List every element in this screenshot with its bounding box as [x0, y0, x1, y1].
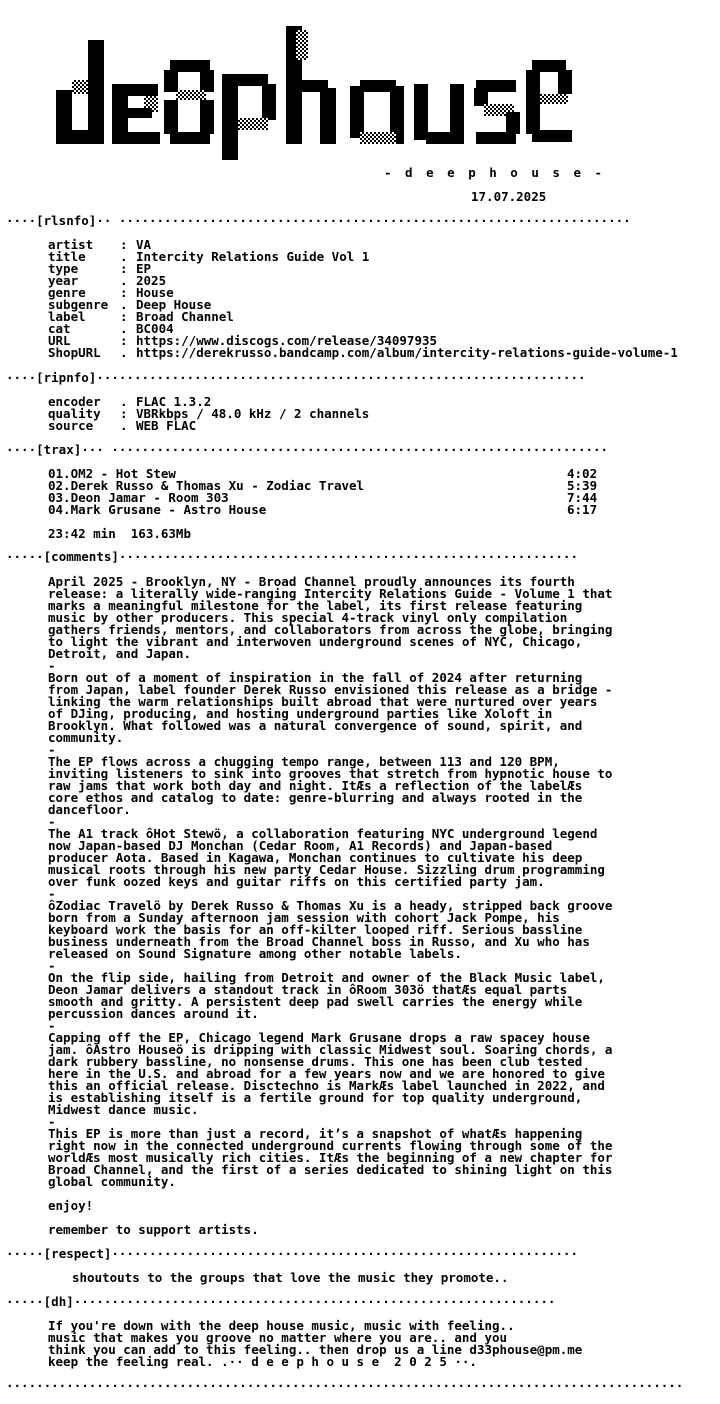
tagline: - d e e p h o u s e - [384, 165, 606, 180]
rip-info-key: quality [48, 406, 101, 421]
comment-line: marks a meaningful milestone for the label, its first release featuring [48, 598, 583, 613]
paragraph-separator: - [48, 814, 56, 829]
release-info-value: https://derekrusso.bandcamp.com/album/intercity-relations-guide-volume-1 [136, 345, 678, 360]
release-info-sep: . [120, 321, 128, 336]
comment-line: The A1 track ôHot Stewö, a collaboration featuring NYC underground legend [48, 826, 598, 841]
comment-line: Brooklyn. What followed was a natural convergence of sound, spirit, and [48, 718, 583, 733]
track-title: 03.Deon Jamar - Room 303 [48, 490, 229, 505]
paragraph-separator: - [48, 958, 56, 973]
dh-line: music that makes you groove no matter where you are.. and you [48, 1330, 508, 1345]
comment-line: from Japan, label founder Derek Russo envisioned this release as a bridge - [48, 682, 613, 697]
footer-rule: ·························································································· [6, 1378, 684, 1393]
release-info-sep: : [120, 237, 128, 252]
rip-info-row [48, 408, 369, 420]
comment-line: inviting listeners to sink into grooves that stretch from hypnotic house to [48, 766, 613, 781]
track-time: 4:02 [567, 466, 598, 481]
release-info-key: year [48, 273, 79, 288]
rip-info-value: FLAC 1.3.2 [136, 394, 212, 409]
comment-line: right now in the connected underground currents flowing through some of the [48, 1138, 613, 1153]
rip-info-sep: . [120, 418, 128, 433]
paragraph-separator: - [48, 886, 56, 901]
release-info-value: BC004 [136, 321, 174, 336]
release-info-value: EP [136, 261, 152, 276]
release-info-value: Deep House [136, 297, 212, 312]
section-rlsnfo: ····[rlsnfo]·· ···································································· [6, 213, 631, 228]
paragraph-separator: - [48, 742, 56, 757]
release-info-sep: : [120, 285, 128, 300]
section-label: [rlsnfo] [36, 213, 97, 228]
section-label: [ripnfo] [36, 370, 97, 385]
comment-line: On the flip side, hailing from Detroit and owner of the Black Music label, [48, 970, 605, 985]
comment-line: now Japan-based DJ Monchan (Cedar Room, A1 Records) and Japan-based [48, 838, 553, 853]
enjoy-line: enjoy! [48, 1198, 94, 1213]
comment-line: smooth and gritty. A persistent deep pad swell carries the energy while [48, 994, 583, 1009]
dh-body [48, 1320, 582, 1368]
blank-line [48, 1188, 668, 1200]
rip-info-key: encoder [48, 394, 101, 409]
rip-info-sep: : [120, 406, 128, 421]
release-info-sep: : [120, 333, 128, 348]
release-info-key: type [48, 261, 79, 276]
release-info-key: subgenre [48, 297, 109, 312]
comment-line: born from a Sunday afternoon jam session with cohort Jack Pompe, his [48, 910, 560, 925]
comment-line: worldÆs most musically rich cities. ItÆs the beginning of a new chapter for [48, 1150, 613, 1165]
rip-info-value: WEB FLAC [136, 418, 197, 433]
comments-body [48, 576, 668, 1236]
release-info-key: genre [48, 285, 86, 300]
release-info-value: 2025 [136, 273, 167, 288]
release-info-value: Broad Channel [136, 309, 234, 324]
release-date: 17.07.2025 [471, 189, 547, 204]
release-info-value: VA [136, 237, 152, 252]
comment-line: to light the vibrant and interwoven underground scenes of NYC, Chicago, [48, 634, 583, 649]
comment-line: core ethos and catalog to date: genre-blurring and always rooted in the [48, 790, 583, 805]
comment-line: jam. ôAstro Houseö is dripping with classic Midwest soul. Soaring chords, a [48, 1042, 613, 1057]
section-comments: ·····[comments]····························································· [6, 549, 578, 564]
release-info-sep: . [120, 345, 128, 360]
comment-line: musical roots through his new party Cedar House. Sizzling drum programming [48, 862, 605, 877]
release-info-sep: . [120, 273, 128, 288]
comment-line: is establishing itself is a fertile ground for top quality underground, [48, 1090, 583, 1105]
deephouse-logo [0, 0, 720, 160]
rip-info-list [48, 396, 369, 432]
comment-line: percussion dances around it. [48, 1006, 259, 1021]
comment-line: of DJing, producing, and hosting underground parties like Xoloft in [48, 706, 553, 721]
respect-text: shoutouts to the groups that love the music they promote.. [72, 1270, 509, 1285]
comment-line: ôZodiac Travelö by Derek Russo & Thomas Xu is a heady, stripped back groove [48, 898, 613, 913]
comment-line: Deon Jamar delivers a standout track in ôRoom 303ö thatÆs equal parts [48, 982, 568, 997]
rip-info-sep: . [120, 394, 128, 409]
release-info-key: artist [48, 237, 94, 252]
comment-line: dark rubbery bassline, no nonsense drums. This one has been club tested [48, 1054, 583, 1069]
release-info-key: cat [48, 321, 71, 336]
dh-line: think you can add to this feeling.. then drop us a line d33phouse@pm.me [48, 1342, 583, 1357]
release-info-key: title [48, 249, 86, 264]
comment-line: over funk oozed keys and guitar riffs on this certified party jam. [48, 874, 545, 889]
track-list [48, 468, 597, 516]
section-ripnfo: ····[ripnfo]································································· [6, 370, 586, 385]
comment-line: Midwest dance music. [48, 1102, 199, 1117]
track-title: 01.OM2 - Hot Stew [48, 466, 176, 481]
release-info-list [48, 239, 678, 359]
comment-line: This EP is more than just a record, it’s a snapshot of whatÆs happening [48, 1126, 583, 1141]
track-title: 02.Derek Russo & Thomas Xu - Zodiac Travel [48, 478, 365, 493]
rip-info-row [48, 420, 369, 432]
comment-line: Born out of a moment of inspiration in the fall of 2024 after returning [48, 670, 583, 685]
rip-info-value: VBRkbps / 48.0 kHz / 2 channels [136, 406, 370, 421]
comment-line: producer Aota. Based in Kagawa, Monchan continues to cultivate his deep [48, 850, 583, 865]
release-info-value: House [136, 285, 174, 300]
comment-line: Capping off the EP, Chicago legend Mark Grusane drops a raw spacey house [48, 1030, 590, 1045]
track-time: 7:44 [567, 490, 598, 505]
section-respect: ·····[respect]······························································ [6, 1246, 578, 1261]
track-row [48, 504, 597, 516]
comment-line: here in the U.S. and abroad for a few years now and we are honored to give [48, 1066, 605, 1081]
release-info-row [48, 347, 678, 359]
comment-line: linking the warm relationships built abroad that were nurtured over years [48, 694, 598, 709]
release-info-sep: . [120, 297, 128, 312]
section-label: [trax] [36, 442, 82, 457]
section-dh: ·····[dh]································································ [6, 1294, 556, 1309]
comment-line: music by other producers. This special 4-track vinyl only compilation [48, 610, 568, 625]
track-title: 04.Mark Grusane - Astro House [48, 502, 267, 517]
comment-line: Detroit, and Japan. [48, 646, 191, 661]
dh-line: If you're down with the deep house music, music with feeling.. [48, 1318, 515, 1333]
comment-line: keyboard work the basis for an off-kilter looped riff. Serious bassline [48, 922, 583, 937]
comment-line: release: a literally wide-ranging Intercity Relations Guide - Volume 1 that [48, 586, 613, 601]
paragraph-separator: - [48, 658, 56, 673]
comment-line: dancefloor. [48, 802, 131, 817]
section-trax: ····[trax]··· ·································································· [6, 442, 609, 457]
comment-line: this an official release. Disctechno is MarkÆs label launched in 2022, and [48, 1078, 605, 1093]
comment-line: The EP flows across a chugging tempo range, between 113 and 120 BPM, [48, 754, 560, 769]
comment-line: global community. [48, 1174, 176, 1189]
paragraph-separator: - [48, 1018, 56, 1033]
section-label: [comments] [43, 549, 119, 564]
release-info-value: Intercity Relations Guide Vol 1 [136, 249, 370, 264]
paragraph-separator: - [48, 1114, 56, 1129]
comment-line: gathers friends, mentors, and collaborators from across the globe, bringing [48, 622, 613, 637]
dh-line: keep the feeling real. .·· d e e p h o u s e 2 0 2 5 ··. [48, 1354, 477, 1369]
support-line: remember to support artists. [48, 1222, 259, 1237]
release-info-sep: . [120, 249, 128, 264]
release-info-key: label [48, 309, 86, 324]
section-label: [dh] [43, 1294, 74, 1309]
comment-line: business underneath from the Broad Channel boss in Russo, and Xu who has [48, 934, 590, 949]
release-info-key: URL [48, 333, 71, 348]
comment-line: released on Sound Signature among other notable labels. [48, 946, 462, 961]
release-info-sep: : [120, 309, 128, 324]
comment-line: April 2025 - Brooklyn, NY - Broad Channel proudly announces its fourth [48, 574, 575, 589]
comment-line: Broad Channel, and the first of a series dedicated to shining light on this [48, 1162, 613, 1177]
rip-info-key: source [48, 418, 94, 433]
comment-line: community. [48, 730, 124, 745]
section-label: [respect] [43, 1246, 112, 1261]
totals: 23:42 min 163.63Mb [48, 526, 191, 541]
release-info-value: https://www.discogs.com/release/34097935 [136, 333, 438, 348]
track-time: 5:39 [567, 478, 598, 493]
release-info-key: ShopURL [48, 345, 101, 360]
track-time: 6:17 [567, 502, 598, 517]
comment-line: raw jams that work both day and night. ItÆs a reflection of the labelÆs [48, 778, 583, 793]
release-info-sep: : [120, 261, 128, 276]
